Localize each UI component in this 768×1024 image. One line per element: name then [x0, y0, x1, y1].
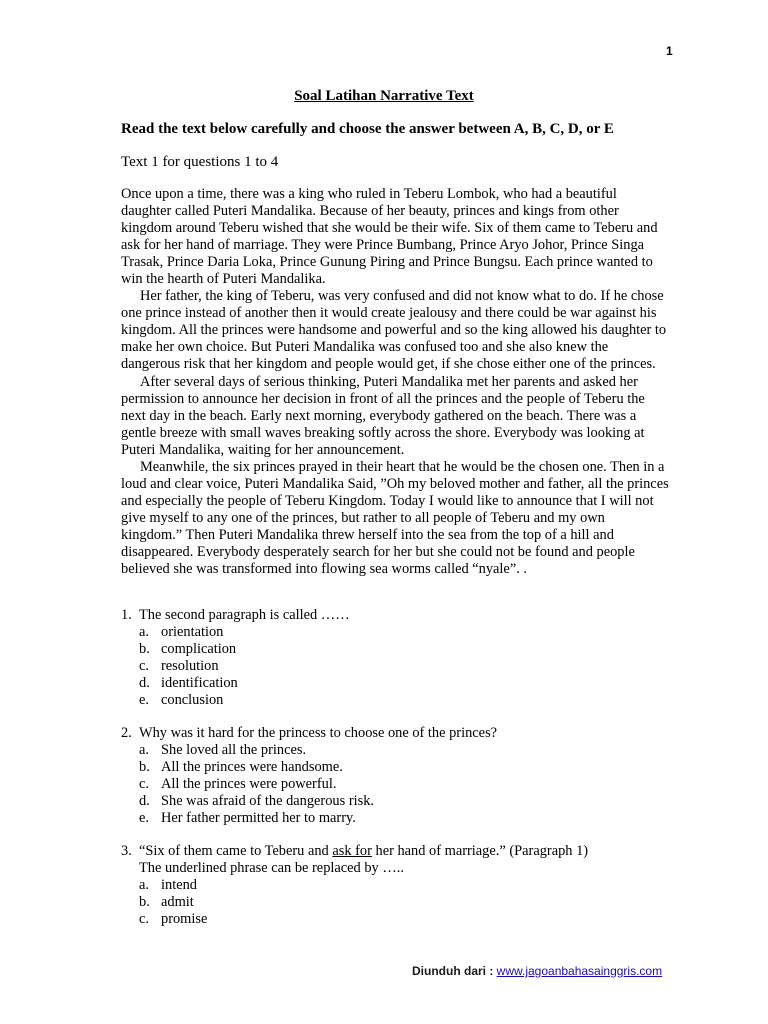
- answer-options: [139, 742, 681, 827]
- answer-option[interactable]: [139, 776, 681, 793]
- footer-link[interactable]: www.jagoanbahasainggris.com: [496, 964, 663, 978]
- option-letter: a.: [139, 742, 149, 758]
- option-text: complication: [161, 641, 237, 657]
- option-text: Her father permitted her to marry.: [161, 810, 356, 826]
- option-letter: d.: [139, 793, 150, 809]
- answer-option[interactable]: [139, 894, 681, 911]
- story-paragraph-1: Once upon a time, there was a king who ruled in Teberu Lombok, who had a beautiful daughter called Puteri Mandalika. Because of her beauty, princes and kings from other kingdom around Teberu wished that she would be their wife. Six of them came to Teberu and ask for her hand of marriage. They were Prince Bumbang, Prince Aryo Johor, Prince Singa Trasak, Prince Daria Loka, Prince Gunung Piring and Prince Bungsu. Each prince wanted to win the hearth of Puteri Mandalika.: [121, 186, 658, 288]
- story-paragraph-4: Meanwhile, the six princes prayed in their heart that he would be the chosen one. Then in a loud and clear voice, Puteri Mandalika Said, ”Oh my beloved mother and father, all the princes and especially the people of Teberu Kingdom. Today I would like to announce that I will not give myself to any one of the princes, but rather to all people of Teberu and my own kingdom.” Then Puteri Mandalika threw herself into the sea from the top of a hill and disappeared. Everybody desperately search for her but she could not be found and people believed she was transformed into flowing sea worms called “nyale”. .: [121, 458, 669, 578]
- option-letter: c.: [139, 658, 149, 674]
- answer-option[interactable]: [139, 810, 681, 827]
- question-subtext: The underlined phrase can be replaced by …..: [139, 860, 404, 876]
- text-label: Text 1 for questions 1 to 4: [121, 154, 279, 170]
- option-text: All the princes were powerful.: [161, 776, 337, 792]
- answer-option[interactable]: [139, 692, 681, 709]
- option-text: She loved all the princes.: [161, 742, 307, 758]
- option-text: All the princes were handsome.: [161, 759, 343, 775]
- option-text: orientation: [161, 624, 224, 640]
- answer-option[interactable]: [139, 793, 681, 810]
- answer-option[interactable]: [139, 624, 681, 641]
- option-text: resolution: [161, 658, 219, 674]
- instruction-text: Read the text below carefully and choose the answer between A, B, C, D, or E: [121, 121, 614, 137]
- question-1: [121, 607, 681, 709]
- question-text: Why was it hard for the princess to choose one of the princes?: [139, 725, 498, 741]
- option-text: intend: [161, 877, 197, 893]
- question-number: 1.: [121, 607, 132, 623]
- option-text: She was afraid of the dangerous risk.: [161, 793, 374, 809]
- question-3: [121, 843, 681, 928]
- document-title: Soal Latihan Narrative Text: [294, 88, 474, 104]
- answer-option[interactable]: [139, 675, 681, 692]
- option-letter: a.: [139, 877, 149, 893]
- option-letter: a.: [139, 624, 149, 640]
- option-text: admit: [161, 894, 194, 910]
- answer-option[interactable]: [139, 658, 681, 675]
- option-letter: e.: [139, 810, 149, 826]
- answer-options: [139, 877, 681, 928]
- answer-option[interactable]: [139, 877, 681, 894]
- answer-option[interactable]: [139, 911, 681, 928]
- answer-option[interactable]: [139, 641, 681, 658]
- story-paragraph-2: Her father, the king of Teberu, was very confused and did not know what to do. If he chose one prince instead of another then it would create jealousy and there could be war against his kingdom. All the princes were handsome and powerful and so the king allowed his daughter to make her own choice. But Puteri Mandalika was confused too and she also knew the dangerous risk that her kingdom and people would get, if she chose either one of the princes.: [121, 288, 667, 373]
- story-paragraph-3: After several days of serious thinking, Puteri Mandalika met her parents and asked her permission to announce her decision in front of all the princes and the people of Teberu the next day in the beach. Early next morning, everybody gathered on the beach. There was a gentle breeze with small waves breaking softly across the shore. Everybody was looking at Puteri Mandalika, waiting for her announcement.: [121, 373, 645, 458]
- question-text: The second paragraph is called ……: [139, 607, 350, 623]
- option-text: conclusion: [161, 692, 224, 708]
- option-letter: b.: [139, 759, 150, 775]
- option-letter: e.: [139, 692, 149, 708]
- answer-options: [139, 624, 681, 709]
- page-number: 1: [666, 44, 673, 58]
- question-number: 2.: [121, 725, 132, 741]
- option-text: identification: [161, 675, 238, 691]
- quote-end: her hand of marriage.” (Paragraph 1): [371, 843, 589, 859]
- answer-option[interactable]: [139, 759, 681, 776]
- underlined-phrase: ask for: [332, 843, 372, 859]
- question-2: [121, 725, 681, 827]
- questions-list: [121, 607, 681, 944]
- footer: [412, 964, 662, 978]
- option-letter: b.: [139, 894, 150, 910]
- question-number: 3.: [121, 843, 132, 859]
- option-letter: c.: [139, 776, 149, 792]
- option-text: promise: [161, 911, 208, 927]
- quote-start: “Six of them came to Teberu and: [139, 843, 333, 859]
- narrative-story: [121, 186, 669, 578]
- option-letter: d.: [139, 675, 150, 691]
- question-text: [139, 843, 681, 860]
- option-letter: b.: [139, 641, 150, 657]
- answer-option[interactable]: [139, 742, 681, 759]
- footer-label: Diunduh dari :: [412, 964, 497, 978]
- option-letter: c.: [139, 911, 149, 927]
